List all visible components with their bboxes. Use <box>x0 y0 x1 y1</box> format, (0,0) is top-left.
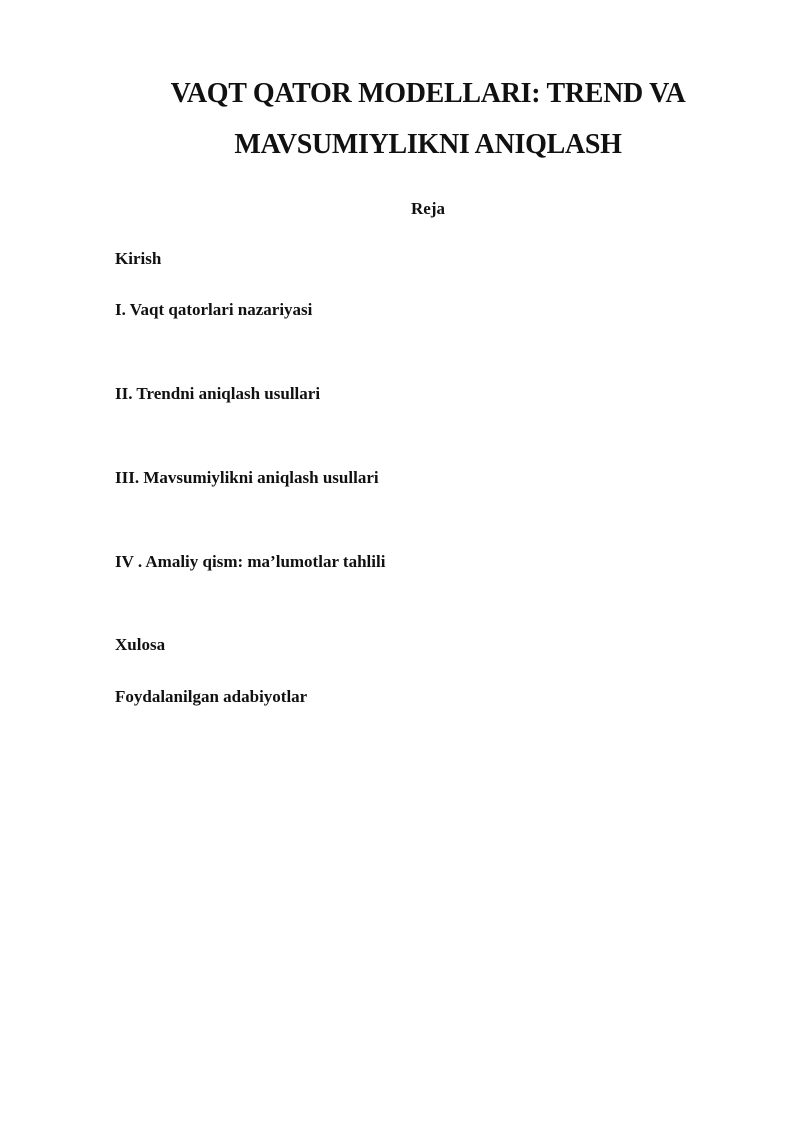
outline-item-chapter-3: III. Mavsumiylikni aniqlash usullari <box>115 468 379 487</box>
outline-item-chapter-2: II. Trendni aniqlash usullari <box>115 384 321 403</box>
document-title-line-2: MAVSUMIYLIKNI ANIQLASH <box>234 129 622 160</box>
outline-item-chapter-4: IV . Amaliy qism: ma’lumotlar tahlili <box>115 552 386 571</box>
outline-item-conclusion: Xulosa <box>115 635 166 654</box>
plan-heading: Reja <box>411 199 445 218</box>
outline-item-introduction: Kirish <box>115 249 162 268</box>
outline-item-chapter-1: I. Vaqt qatorlari nazariyasi <box>115 300 313 319</box>
outline-item-references: Foydalanilgan adabiyotlar <box>115 687 308 706</box>
document-title-line-1: VAQT QATOR MODELLARI: TREND VA <box>170 78 686 109</box>
